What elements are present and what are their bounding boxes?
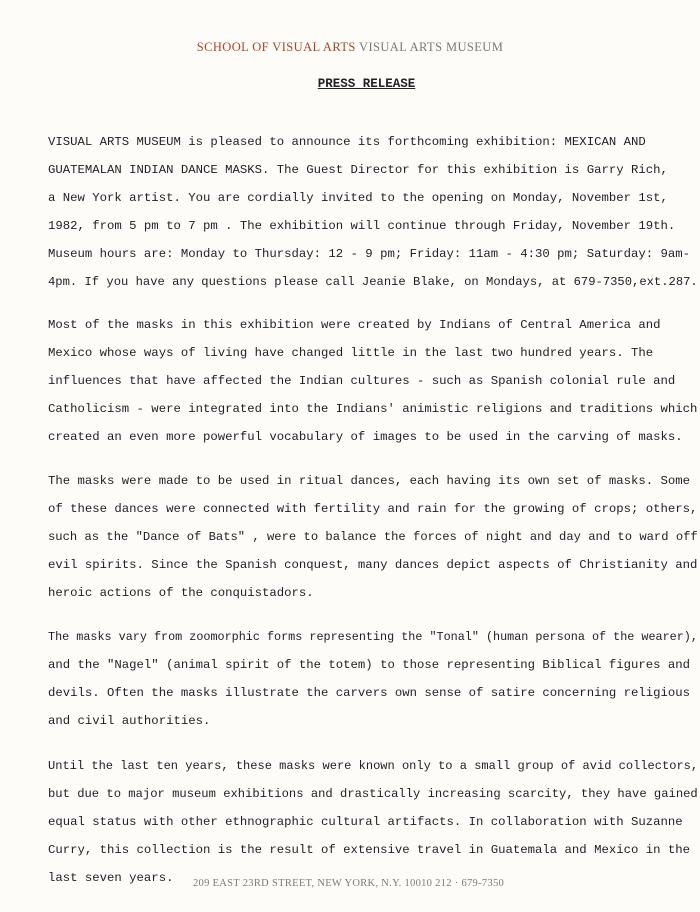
text-line: Curry, this collection is the result of extensive travel in Guatemala and Mexico in the <box>48 843 691 857</box>
text-line: 1982, from 5 pm to 7 pm . The exhibition will continue through Friday, November 19th. <box>48 219 676 233</box>
text-line: last seven years. <box>48 871 174 885</box>
text-line: heroic actions of the conquistadors. <box>48 586 314 600</box>
text-line: Mexico whose ways of living have changed little in the last two hundred years. The <box>48 346 654 360</box>
text-line: and the "Nagel" (animal spirit of the totem) to those representing Biblical figures and <box>48 658 691 672</box>
text-line: but due to major museum exhibitions and drastically increasing scarcity, they have gained <box>48 787 698 801</box>
text-line: GUATEMALAN INDIAN DANCE MASKS. The Guest Director for this exhibition is Garry Rich, <box>48 163 668 177</box>
text-line: Catholicism - were integrated into the Indians' animistic religions and traditions which <box>48 402 698 416</box>
text-line: VISUAL ARTS MUSEUM is pleased to announce its forthcoming exhibition: MEXICAN AND <box>48 135 646 149</box>
letterhead-museum-name: VISUAL ARTS MUSEUM <box>359 40 504 54</box>
text-line: Most of the masks in this exhibition were created by Indians of Central America and <box>48 318 661 332</box>
text-line: of these dances were connected with fertility and rain for the growing of crops; others, <box>48 502 698 516</box>
paragraph-origins <box>48 311 698 451</box>
paragraph-mask-forms <box>48 623 698 735</box>
letterhead-school-name: SCHOOL OF VISUAL ARTS <box>196 40 356 54</box>
text-line: Until the last ten years, these masks were known only to a small group of avid collectors, <box>48 759 699 773</box>
text-line: equal status with other ethnographic cultural artifacts. In collaboration with Suzanne <box>48 815 683 829</box>
text-line: created an even more powerful vocabulary of images to be used in the carving of masks. <box>48 430 683 444</box>
text-line: 4pm. If you have any questions please call Jeanie Blake, on Mondays, at 679-7350,ext.287. <box>48 275 698 289</box>
text-line: The masks were made to be used in ritual dances, each having its own set of masks. Some <box>48 474 691 488</box>
text-line: Museum hours are: Monday to Thursday: 12 - 9 pm; Friday: 11am - 4:30 pm; Saturday: 9am- <box>48 247 691 261</box>
text-line: and civil authorities. <box>48 714 211 728</box>
paragraph-ritual-dances <box>48 467 698 607</box>
text-line: devils. Often the masks illustrate the carvers own sense of satire concerning religious <box>48 686 691 700</box>
paragraph-announcement <box>48 128 698 296</box>
document-title: PRESS RELEASE <box>317 77 416 91</box>
paragraph-collection <box>48 752 698 892</box>
text-line: evil spirits. Since the Spanish conquest, many dances depict aspects of Christianity and <box>48 558 698 572</box>
letterhead <box>0 40 700 55</box>
text-line: influences that have affected the Indian cultures - such as Spanish colonial rule and <box>48 374 676 388</box>
text-line: The masks vary from zoomorphic forms representing the "Tonal" (human persona of the wearer), <box>48 630 698 644</box>
footer-address: 209 EAST 23RD STREET, NEW YORK, N.Y. 10010 212 · 679-7350 <box>193 878 505 889</box>
text-line: a New York artist. You are cordially invited to the opening on Monday, November 1st, <box>48 191 668 205</box>
text-line: such as the "Dance of Bats" , were to balance the forces of night and day and to ward off <box>48 530 698 544</box>
